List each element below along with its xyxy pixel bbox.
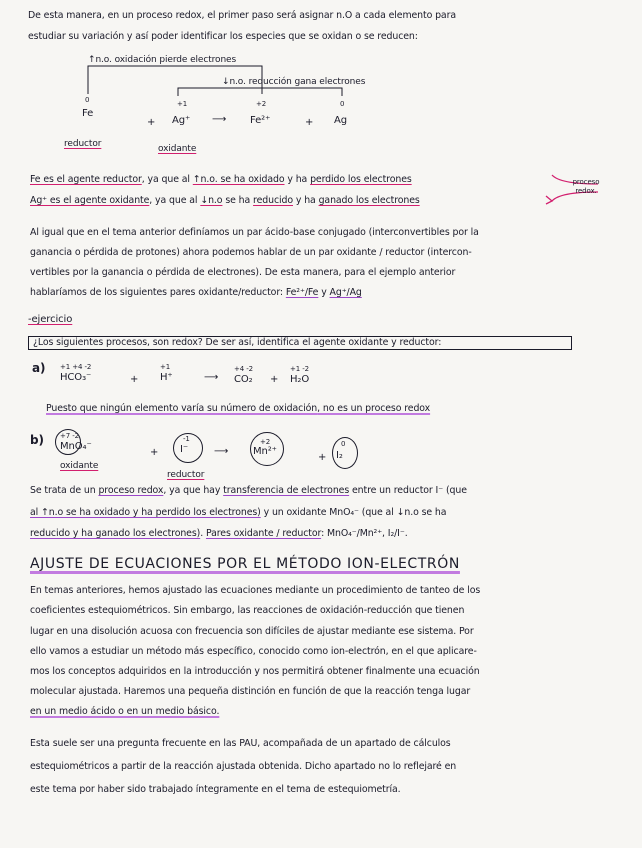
ox-numbers-mno4: +7 -2 bbox=[60, 432, 80, 440]
section-p1-line: En temas anteriores, hemos ajustado las ecuaciones mediante un procedimiento de tanteo de los bbox=[30, 585, 481, 596]
section-p1-line: ello vamos a estudiar un método más específico, conocido como ion-electrón, en el que aplicare- bbox=[30, 646, 477, 657]
oxidante-label: oxidante bbox=[158, 144, 197, 154]
plus-sign: + bbox=[150, 447, 159, 458]
species-ag-plus: Ag⁺ bbox=[172, 115, 191, 126]
section-p2-line: estequiométricos a partir de la reacción ajustada obtenida. Dicho apartado no lo reflejaré en bbox=[30, 761, 457, 772]
species-ag: Ag bbox=[334, 115, 347, 126]
ox-numbers-co2: +4 -2 bbox=[234, 365, 254, 373]
ox-number-ag-plus: +1 bbox=[177, 100, 188, 108]
oxidation-bracket bbox=[88, 66, 262, 94]
exercise-question: ¿Los siguientes procesos, son redox? De ser así, identifica el agente oxidante y reductor: bbox=[28, 336, 572, 350]
oxidation-label: ↑n.o. oxidación pierde electrones bbox=[88, 55, 237, 65]
section-p2-line: este tema por haber sido trabajado íntegramente en el tema de estequiometría. bbox=[30, 784, 401, 795]
reduction-label: ↓n.o. reducción gana electrones bbox=[222, 77, 366, 87]
species-mn2: Mn²⁺ bbox=[253, 446, 277, 457]
species-h2o: H₂O bbox=[290, 374, 310, 385]
ox-number-fe2: +2 bbox=[256, 100, 267, 108]
reaction-arrow: ⟶ bbox=[212, 114, 227, 125]
section-p1-line: en un medio ácido o en un medio básico. bbox=[30, 706, 220, 717]
ox-number-i2: 0 bbox=[341, 440, 346, 448]
plus-sign: + bbox=[130, 374, 139, 385]
section-p1-line: mos los conceptos adquiridos en la introducción y nos permitirá obtener finalmente una ecuación bbox=[30, 666, 480, 677]
exercise-a-label: a) bbox=[32, 361, 46, 375]
section-p1-line: molecular ajustada. Haremos una pequeña distinción en función de que la reacción tenga lugar bbox=[30, 686, 471, 697]
pairs-line-3: vertibles por la ganancia o pérdida de electrones). De esta manera, para el ejemplo anterior bbox=[30, 267, 456, 278]
species-co2: CO₂ bbox=[234, 374, 253, 385]
section-title: AJUSTE DE ECUACIONES POR EL MÉTODO ION-ELECTRÓN bbox=[30, 556, 460, 572]
exercise-b-answer-1: Se trata de un proceso redox, ya que hay transferencia de electrones entre un reductor I⁻ (que bbox=[30, 485, 467, 496]
pairs-line-2: ganancia o pérdida de protones) ahora podemos hablar de un par oxidante / reductor (intercon- bbox=[30, 247, 472, 258]
species-fe: Fe bbox=[82, 108, 94, 119]
reaction-arrow: ⟶ bbox=[214, 446, 229, 457]
plus-sign: + bbox=[270, 374, 279, 385]
species-i-minus: I⁻ bbox=[180, 444, 189, 455]
process-note: proceso redox. bbox=[572, 178, 600, 195]
agents-line-1: Fe es el agente reductor, ya que al ↑n.o. se ha oxidado y ha perdido los electrones bbox=[30, 174, 412, 185]
ox-number-fe: 0 bbox=[85, 96, 90, 104]
section-p1-line: lugar en una disolución acuosa con frecuencia son difíciles de ajustar mediante ese sistema. Por bbox=[30, 626, 474, 637]
agents-line-2: Ag⁺ es el agente oxidante, ya que al ↓n.o se ha reducido y ha ganado los electrones bbox=[30, 195, 420, 206]
oxidante-label-b: oxidante bbox=[60, 461, 99, 471]
pairs-line-4: hablaríamos de los siguientes pares oxidante/reductor: Fe²⁺/Fe y Ag⁺/Ag bbox=[30, 287, 362, 298]
arrow-head bbox=[546, 196, 552, 204]
exercise-a-answer: Puesto que ningún elemento varía su número de oxidación, no es un proceso redox bbox=[46, 403, 431, 414]
plus-sign: + bbox=[305, 117, 314, 128]
plus-sign: + bbox=[147, 117, 156, 128]
species-h-plus: H⁺ bbox=[160, 372, 173, 383]
reductor-label-b: reductor bbox=[167, 470, 205, 480]
reductor-label: reductor bbox=[64, 139, 102, 149]
intro-line-2: estudiar su variación y así poder identificar los especies que se oxidan o se reducen: bbox=[28, 31, 418, 42]
ox-numbers-hco3: +1 +4 -2 bbox=[60, 363, 92, 371]
ox-numbers-h2o: +1 -2 bbox=[290, 365, 310, 373]
exercise-b-label: b) bbox=[30, 433, 44, 447]
section-p1-line: coeficientes estequiométricos. Sin embargo, las reacciones de oxidación-reducción que tienen bbox=[30, 605, 465, 616]
reaction-arrow: ⟶ bbox=[204, 372, 219, 383]
exercise-b-answer-2: al ↑n.o se ha oxidado y ha perdido los electrones) y un oxidante MnO₄⁻ (que al ↓n.o se ha bbox=[30, 507, 447, 518]
ox-number-mn: +2 bbox=[260, 438, 271, 446]
ox-number-ag: 0 bbox=[340, 100, 345, 108]
plus-sign: + bbox=[318, 452, 327, 463]
pairs-line-1: Al igual que en el tema anterior definíamos un par ácido-base conjugado (interconvertibles por la bbox=[30, 227, 479, 238]
species-fe2: Fe²⁺ bbox=[250, 115, 271, 126]
species-hco3: HCO₃⁻ bbox=[60, 372, 92, 383]
reduction-bracket bbox=[178, 88, 342, 96]
reducing-agent: Fe es el agente reductor bbox=[30, 174, 142, 185]
ox-number-h: +1 bbox=[160, 363, 171, 371]
species-i2: I₂ bbox=[336, 450, 343, 461]
exercise-heading: -ejercicio bbox=[28, 314, 73, 325]
ox-number-i: -1 bbox=[183, 435, 190, 443]
intro-line-1: De esta manera, en un proceso redox, el primer paso será asignar n.O a cada elemento para bbox=[28, 10, 456, 21]
exercise-b-answer-3: reducido y ha ganado los electrones). Pares oxidante / reductor: MnO₄⁻/Mn²⁺, I₂/I⁻. bbox=[30, 528, 408, 539]
oxidizing-agent: Ag⁺ es el agente oxidante bbox=[30, 195, 150, 206]
section-p2-line: Esta suele ser una pregunta frecuente en las PAU, acompañada de un apartado de cálculos bbox=[30, 738, 451, 749]
species-mno4: MnO₄⁻ bbox=[60, 441, 92, 452]
